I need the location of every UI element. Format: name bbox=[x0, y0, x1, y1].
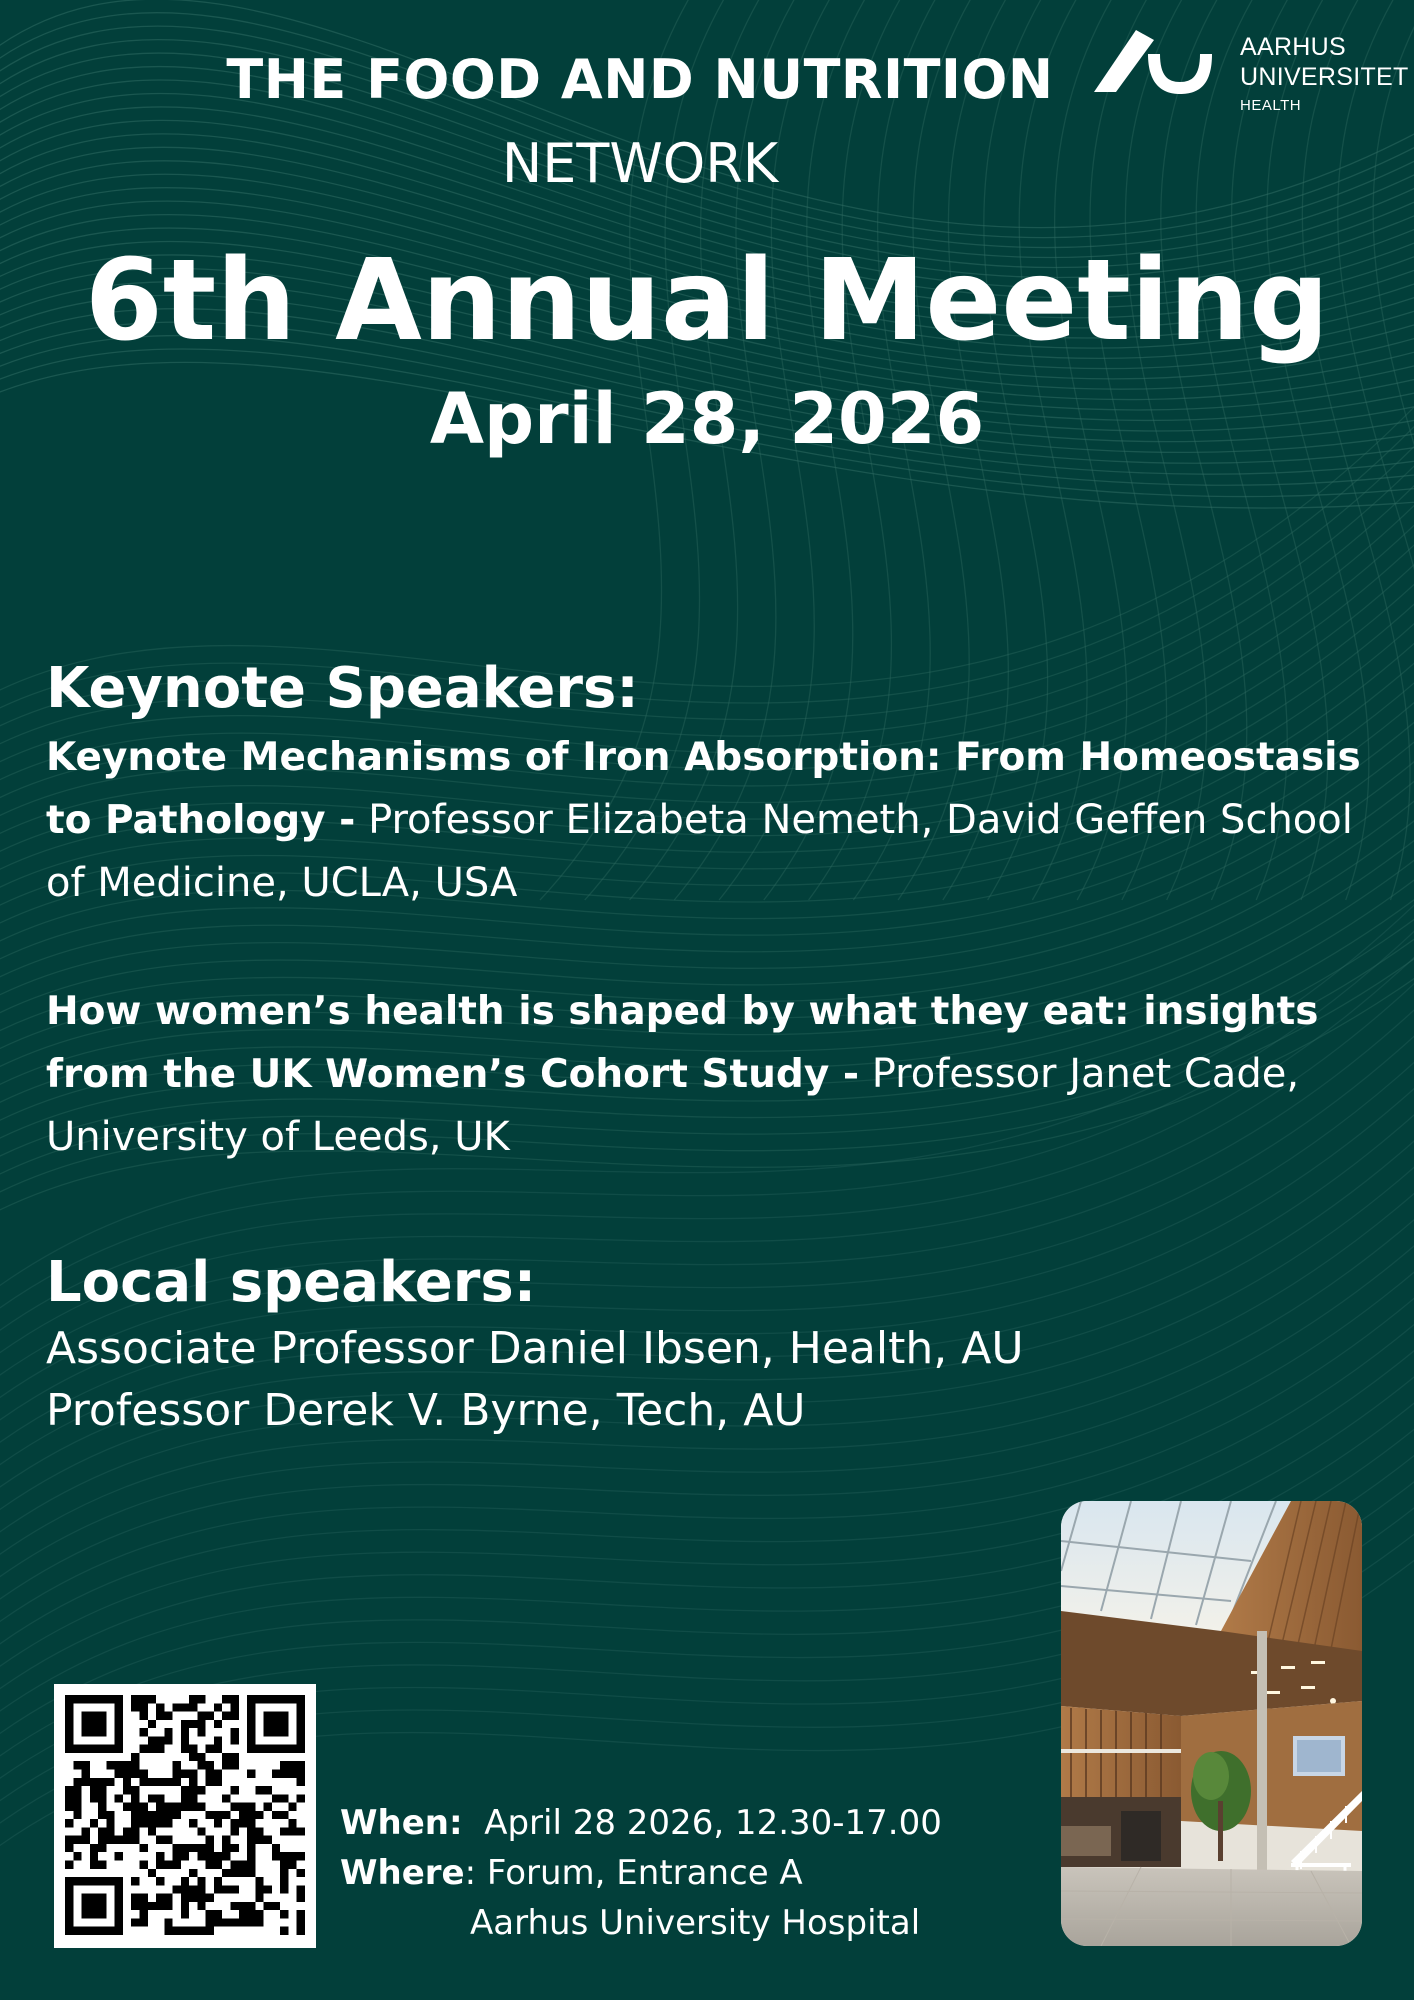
local-speakers-section bbox=[46, 1248, 1386, 1442]
aarhus-university-logo-mark-icon bbox=[1092, 28, 1216, 100]
network-name-line1: THE FOOD AND NUTRITION bbox=[226, 48, 1054, 111]
registration-qr-code[interactable] bbox=[54, 1684, 316, 1948]
keynote-talk-1-speaker: Professor Elizabeta Nemeth, David Geffen School of Medicine, UCLA, USA bbox=[46, 797, 1353, 906]
keynote-talk-1 bbox=[46, 726, 1386, 914]
logo-name-line1: AARHUS bbox=[1240, 33, 1346, 61]
keynote-talk-2 bbox=[46, 980, 1386, 1168]
logo-faculty: HEALTH bbox=[1240, 97, 1302, 114]
local-speaker-2: Professor Derek V. Byrne, Tech, AU bbox=[46, 1385, 806, 1436]
logo-text bbox=[1240, 32, 1409, 120]
keynote-talk-2-speaker: Professor Janet Cade, University of Leeds, UK bbox=[46, 1051, 1300, 1160]
event-details bbox=[340, 1798, 942, 1948]
where-value: : Forum, Entrance A bbox=[464, 1853, 803, 1893]
meeting-date: April 28, 2026 bbox=[429, 378, 985, 460]
venue-photo-icon bbox=[1061, 1501, 1362, 1946]
venue-photo bbox=[1061, 1501, 1362, 1946]
network-name-line2: NETWORK bbox=[501, 132, 779, 195]
meeting-title: 6th Annual Meeting bbox=[84, 236, 1330, 366]
where-label: Where bbox=[340, 1853, 465, 1893]
aarhus-university-logo bbox=[1092, 24, 1409, 124]
event-where bbox=[340, 1848, 942, 1898]
keynote-talk-2-title: How women’s health is shaped by what they eat: insights from the UK Women’s Cohort Study - bbox=[46, 989, 1319, 1097]
qr-code-icon bbox=[65, 1695, 305, 1935]
event-where-line2: Aarhus University Hospital bbox=[470, 1903, 921, 1943]
keynote-heading: Keynote Speakers: bbox=[46, 656, 639, 721]
keynote-section bbox=[46, 654, 1386, 1168]
when-value: April 28 2026, 12.30-17.00 bbox=[484, 1803, 942, 1843]
keynote-talk-1-title: Keynote Mechanisms of Iron Absorption: From Homeostasis to Pathology - bbox=[46, 735, 1361, 843]
local-speakers-heading: Local speakers: bbox=[46, 1250, 537, 1315]
when-label: When: bbox=[340, 1803, 463, 1843]
event-when bbox=[340, 1798, 942, 1848]
local-speaker-1: Associate Professor Daniel Ibsen, Health, AU bbox=[46, 1323, 1024, 1374]
logo-name-line2: UNIVERSITET bbox=[1240, 63, 1409, 91]
